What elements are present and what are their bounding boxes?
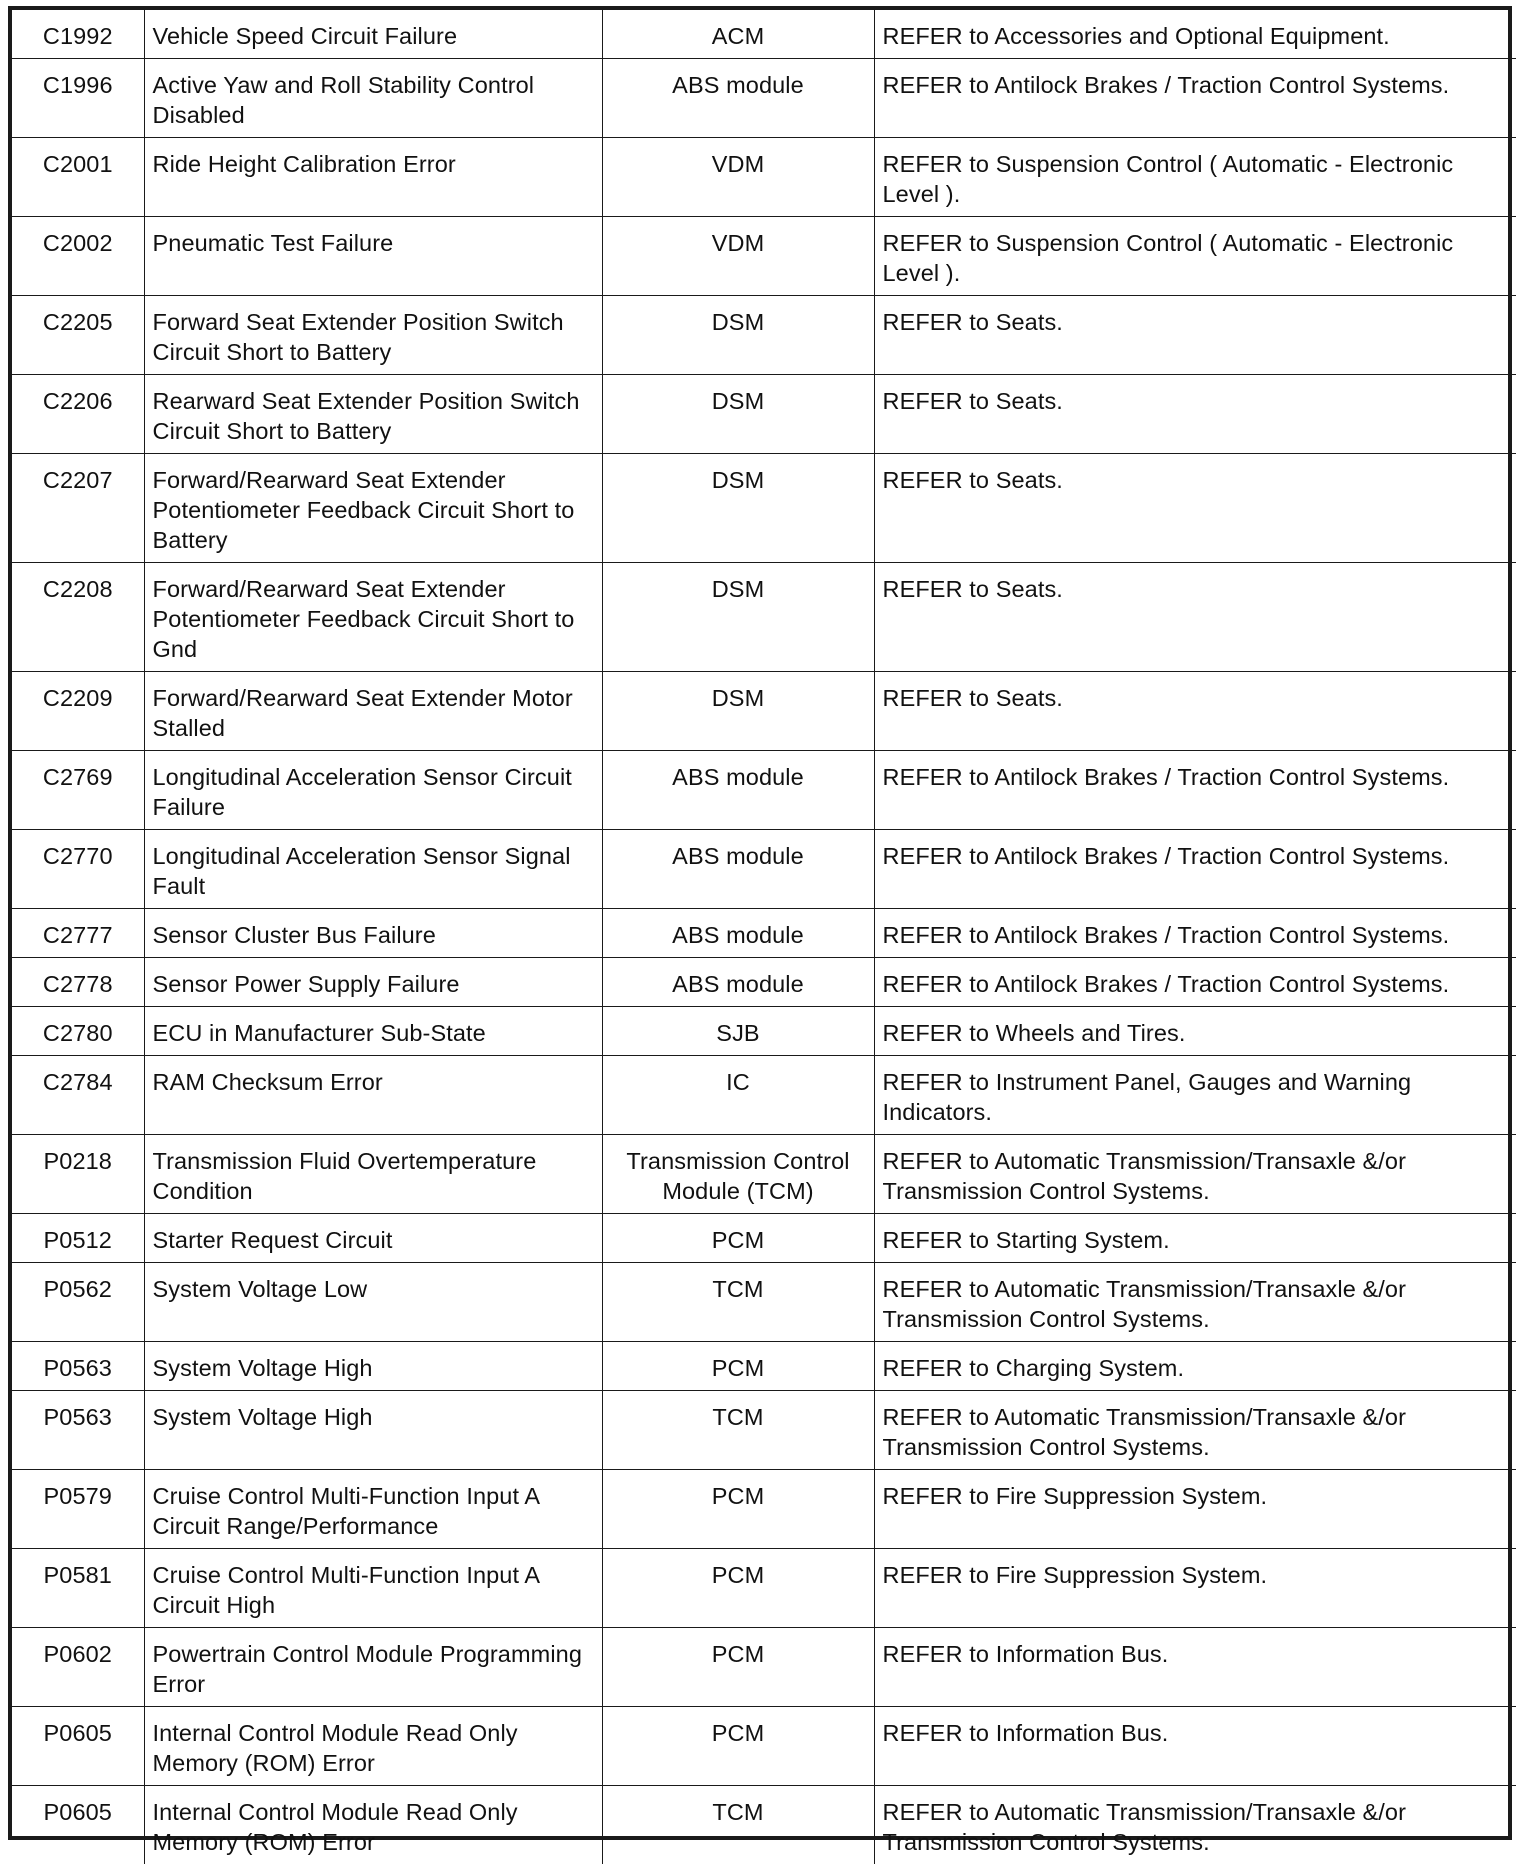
dtc-description: Forward/Rearward Seat Extender Potentiometer Feedback Circuit Short to Gnd	[144, 563, 602, 672]
dtc-description: Longitudinal Acceleration Sensor Circuit Failure	[144, 751, 602, 830]
source-module: PCM	[602, 1470, 874, 1549]
source-module: ABS module	[602, 830, 874, 909]
dtc-description: Cruise Control Multi-Function Input A Circuit High	[144, 1549, 602, 1628]
source-module: TCM	[602, 1263, 874, 1342]
table-row	[12, 1707, 1516, 1786]
source-module: ABS module	[602, 751, 874, 830]
dtc-code: C2784	[12, 1056, 144, 1135]
table-row	[12, 1391, 1516, 1470]
action-reference: REFER to Antilock Brakes / Traction Control Systems.	[874, 909, 1516, 958]
dtc-table	[12, 10, 1516, 1864]
action-reference: REFER to Fire Suppression System.	[874, 1549, 1516, 1628]
action-reference: REFER to Seats.	[874, 375, 1516, 454]
dtc-code: C2002	[12, 217, 144, 296]
action-reference: REFER to Seats.	[874, 563, 1516, 672]
dtc-code: C1996	[12, 59, 144, 138]
source-module: TCM	[602, 1391, 874, 1470]
dtc-description: Cruise Control Multi-Function Input A Circuit Range/Performance	[144, 1470, 602, 1549]
source-module: DSM	[602, 563, 874, 672]
table-row	[12, 1007, 1516, 1056]
table-row	[12, 751, 1516, 830]
source-module: DSM	[602, 454, 874, 563]
dtc-description: Vehicle Speed Circuit Failure	[144, 10, 602, 59]
action-reference: REFER to Instrument Panel, Gauges and Warning Indicators.	[874, 1056, 1516, 1135]
table-row	[12, 10, 1516, 59]
table-row	[12, 1135, 1516, 1214]
action-reference: REFER to Seats.	[874, 296, 1516, 375]
dtc-description: Ride Height Calibration Error	[144, 138, 602, 217]
dtc-description: Internal Control Module Read Only Memory (ROM) Error	[144, 1707, 602, 1786]
dtc-table-page	[8, 6, 1512, 1840]
source-module: PCM	[602, 1342, 874, 1391]
dtc-code: P0579	[12, 1470, 144, 1549]
dtc-description: RAM Checksum Error	[144, 1056, 602, 1135]
dtc-code: P0563	[12, 1391, 144, 1470]
table-row	[12, 1214, 1516, 1263]
source-module: DSM	[602, 375, 874, 454]
dtc-description: Sensor Cluster Bus Failure	[144, 909, 602, 958]
dtc-code: C2001	[12, 138, 144, 217]
action-reference: REFER to Information Bus.	[874, 1628, 1516, 1707]
table-row	[12, 1786, 1516, 1864]
dtc-description: ECU in Manufacturer Sub-State	[144, 1007, 602, 1056]
table-row	[12, 909, 1516, 958]
dtc-description: Internal Control Module Read Only Memory (ROM) Error	[144, 1786, 602, 1864]
dtc-description: Forward/Rearward Seat Extender Potentiometer Feedback Circuit Short to Battery	[144, 454, 602, 563]
dtc-description: Pneumatic Test Failure	[144, 217, 602, 296]
dtc-code: C2209	[12, 672, 144, 751]
dtc-code: P0605	[12, 1707, 144, 1786]
source-module: ABS module	[602, 59, 874, 138]
dtc-code: C2769	[12, 751, 144, 830]
source-module: PCM	[602, 1628, 874, 1707]
table-row	[12, 1056, 1516, 1135]
table-row	[12, 830, 1516, 909]
dtc-description: Forward Seat Extender Position Switch Circuit Short to Battery	[144, 296, 602, 375]
dtc-code: C2778	[12, 958, 144, 1007]
dtc-description: Longitudinal Acceleration Sensor Signal Fault	[144, 830, 602, 909]
dtc-code: C2770	[12, 830, 144, 909]
dtc-description: System Voltage Low	[144, 1263, 602, 1342]
source-module: ABS module	[602, 909, 874, 958]
dtc-code: C2208	[12, 563, 144, 672]
source-module: ABS module	[602, 958, 874, 1007]
table-row	[12, 1470, 1516, 1549]
action-reference: REFER to Information Bus.	[874, 1707, 1516, 1786]
table-row	[12, 375, 1516, 454]
table-row	[12, 1549, 1516, 1628]
dtc-table-body	[12, 10, 1516, 1864]
table-row	[12, 958, 1516, 1007]
source-module: VDM	[602, 138, 874, 217]
dtc-description: Sensor Power Supply Failure	[144, 958, 602, 1007]
table-row	[12, 563, 1516, 672]
dtc-code: P0605	[12, 1786, 144, 1864]
dtc-description: System Voltage High	[144, 1342, 602, 1391]
action-reference: REFER to Antilock Brakes / Traction Control Systems.	[874, 59, 1516, 138]
action-reference: REFER to Starting System.	[874, 1214, 1516, 1263]
action-reference: REFER to Antilock Brakes / Traction Control Systems.	[874, 751, 1516, 830]
table-row	[12, 454, 1516, 563]
action-reference: REFER to Wheels and Tires.	[874, 1007, 1516, 1056]
source-module: PCM	[602, 1214, 874, 1263]
table-row	[12, 1628, 1516, 1707]
action-reference: REFER to Charging System.	[874, 1342, 1516, 1391]
table-row	[12, 59, 1516, 138]
source-module: TCM	[602, 1786, 874, 1864]
table-row	[12, 296, 1516, 375]
source-module: PCM	[602, 1707, 874, 1786]
table-row	[12, 1263, 1516, 1342]
action-reference: REFER to Seats.	[874, 672, 1516, 751]
dtc-code: P0512	[12, 1214, 144, 1263]
action-reference: REFER to Suspension Control ( Automatic - Electronic Level ).	[874, 138, 1516, 217]
dtc-code: P0562	[12, 1263, 144, 1342]
dtc-code: C2207	[12, 454, 144, 563]
dtc-description: Starter Request Circuit	[144, 1214, 602, 1263]
action-reference: REFER to Automatic Transmission/Transaxle &/or Transmission Control Systems.	[874, 1391, 1516, 1470]
table-row	[12, 217, 1516, 296]
dtc-code: P0218	[12, 1135, 144, 1214]
source-module: DSM	[602, 296, 874, 375]
dtc-code: C2206	[12, 375, 144, 454]
table-row	[12, 1342, 1516, 1391]
action-reference: REFER to Seats.	[874, 454, 1516, 563]
dtc-code: C2205	[12, 296, 144, 375]
table-row	[12, 138, 1516, 217]
action-reference: REFER to Accessories and Optional Equipment.	[874, 10, 1516, 59]
action-reference: REFER to Antilock Brakes / Traction Control Systems.	[874, 830, 1516, 909]
source-module: VDM	[602, 217, 874, 296]
dtc-code: C2780	[12, 1007, 144, 1056]
dtc-description: Active Yaw and Roll Stability Control Disabled	[144, 59, 602, 138]
table-row	[12, 672, 1516, 751]
dtc-code: C2777	[12, 909, 144, 958]
dtc-code: P0581	[12, 1549, 144, 1628]
source-module: Transmission Control Module (TCM)	[602, 1135, 874, 1214]
dtc-code: C1992	[12, 10, 144, 59]
dtc-description: Forward/Rearward Seat Extender Motor Stalled	[144, 672, 602, 751]
action-reference: REFER to Automatic Transmission/Transaxle &/or Transmission Control Systems.	[874, 1786, 1516, 1864]
source-module: PCM	[602, 1549, 874, 1628]
source-module: SJB	[602, 1007, 874, 1056]
action-reference: REFER to Automatic Transmission/Transaxle &/or Transmission Control Systems.	[874, 1135, 1516, 1214]
dtc-description: Transmission Fluid Overtemperature Condition	[144, 1135, 602, 1214]
action-reference: REFER to Automatic Transmission/Transaxle &/or Transmission Control Systems.	[874, 1263, 1516, 1342]
dtc-code: P0563	[12, 1342, 144, 1391]
dtc-description: Rearward Seat Extender Position Switch Circuit Short to Battery	[144, 375, 602, 454]
dtc-code: P0602	[12, 1628, 144, 1707]
source-module: IC	[602, 1056, 874, 1135]
dtc-description: System Voltage High	[144, 1391, 602, 1470]
source-module: ACM	[602, 10, 874, 59]
dtc-description: Powertrain Control Module Programming Error	[144, 1628, 602, 1707]
action-reference: REFER to Antilock Brakes / Traction Control Systems.	[874, 958, 1516, 1007]
source-module: DSM	[602, 672, 874, 751]
action-reference: REFER to Fire Suppression System.	[874, 1470, 1516, 1549]
action-reference: REFER to Suspension Control ( Automatic - Electronic Level ).	[874, 217, 1516, 296]
